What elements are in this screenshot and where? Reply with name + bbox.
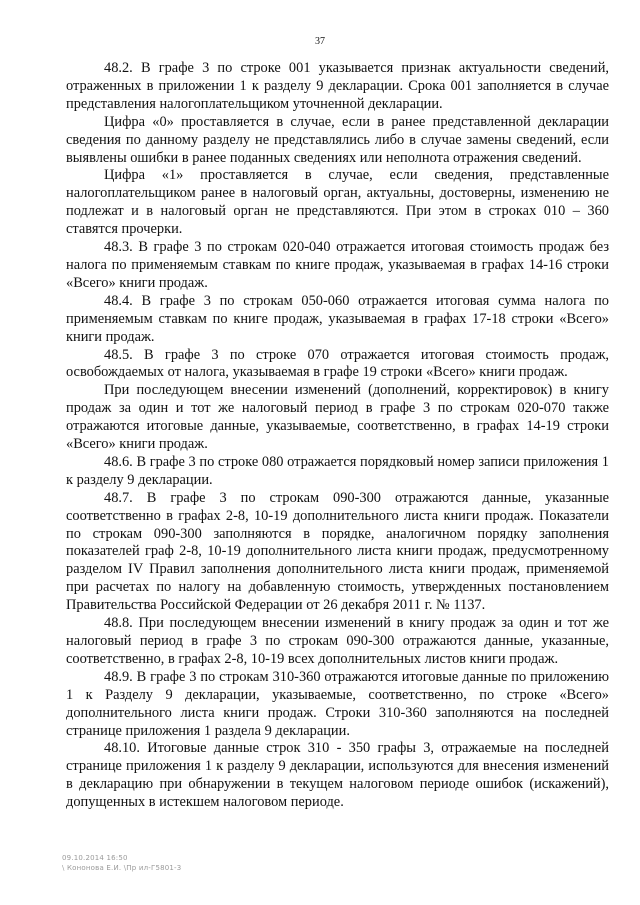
paragraph-digit-zero: Цифра «0» проставляется в случае, если в ранее представленной декларации сведения по данному разделу не представлялись либо в случае замены сведений, если выявлены ошибки в ранее поданных сведениях или неполнота отражения сведений. (66, 113, 609, 166)
paragraph-48-3: 48.3. В графе 3 по строкам 020-040 отражается итоговая стоимость продаж без налога по применяемым ставкам по книге продаж, указываемая в графах 14-16 строки «Всего» книги продаж. (66, 239, 609, 291)
paragraph-48-7: 48.7. В графе 3 по строкам 090-300 отражаются данные, указанные соответственно в графах 2-8, 10-19 дополнительного листа книги продаж. Показатели по строкам 090-300 заполняются в порядке, аналогичном порядку заполнения показателей граф 2-8, 10-19 дополнительного листа книги продаж, предусмотренному разделом IV Правил заполнения дополнительного листа книги продаж, применяемой при расчетах по налогу на добавленную стоимость, утвержденных постановлением Правительства Российской Федерации от 26 декабря 2011 г. № 1137. (66, 489, 609, 614)
paragraph-48-2: 48.2. В графе 3 по строке 001 указывается признак актуальности сведений, отраженных в приложении 1 к разделу 9 декларации. Срока 001 заполняется в случае представления налогоплательщиком уточненной декларации. (66, 60, 609, 112)
paragraph-48-9: 48.9. В графе 3 по строкам 310-360 отражаются итоговые данные по приложению 1 к Разделу 9 декларации, указываемые, соответственно, по строке «Всего» дополнительного листа книги продаж. Строки 310-360 заполняются на последней странице приложения 1 раздела 9 декларации. (66, 668, 609, 739)
paragraph-48-4: 48.4. В графе 3 по строкам 050-060 отражается итоговая сумма налога по применяемым ставкам по книге продаж, указываемая в графах 17-18 строки «Всего» книги продаж. (66, 292, 609, 345)
paragraph-subsequent-changes: При последующем внесении изменений (дополнений, корректировок) в книгу продаж за один и тот же налоговый период в графе 3 по строкам 020-070 также отражаются итоговые данные, указываемые, соответственно, в графах 14-19 строки «Всего» книги продаж. (66, 382, 609, 453)
footer-timestamp: 09.10.2014 16:50 (62, 854, 128, 862)
document-body (66, 60, 609, 812)
paragraph-48-6: 48.6. В графе 3 по строке 080 отражается порядковый номер записи приложения 1 к разделу 9 декларации. (66, 453, 609, 488)
document-footer (62, 853, 181, 873)
paragraph-48-5: 48.5. В графе 3 по строке 070 отражается итоговая стоимость продаж, освобождаемых от налога, указываемая в графе 19 строки «Всего» книги продаж. (66, 346, 609, 381)
footer-file-path: \ Кононова Е.И. \Пр ил-Г5801-3 (62, 864, 182, 872)
paragraph-48-8: 48.8. При последующем внесении изменений в книгу продаж за один и тот же налоговый период в графе 3 по строкам 090-300 отражаются данные, указанные, соответственно, в графах 2-8, 10-19 всех дополнительных листов книги продаж. (66, 615, 609, 667)
paragraph-digit-one: Цифра «1» проставляется в случае, если сведения, представленные налогоплательщиком ранее в налоговый орган, актуальны, достоверны, изменению не подлежат и в налоговый орган не представляются. При этом в строках 010 – 360 ставятся прочерки. (66, 167, 609, 238)
page-number: 37 (315, 36, 325, 47)
paragraph-48-10: 48.10. Итоговые данные строк 310 - 350 графы 3, отражаемые на последней странице приложения 1 к разделу 9 декларации, используются для внесения изменений в декларацию при обнаружении в текущем налоговом периоде ошибок (искажений), допущенных в истекшем налоговом периоде. (66, 740, 609, 811)
